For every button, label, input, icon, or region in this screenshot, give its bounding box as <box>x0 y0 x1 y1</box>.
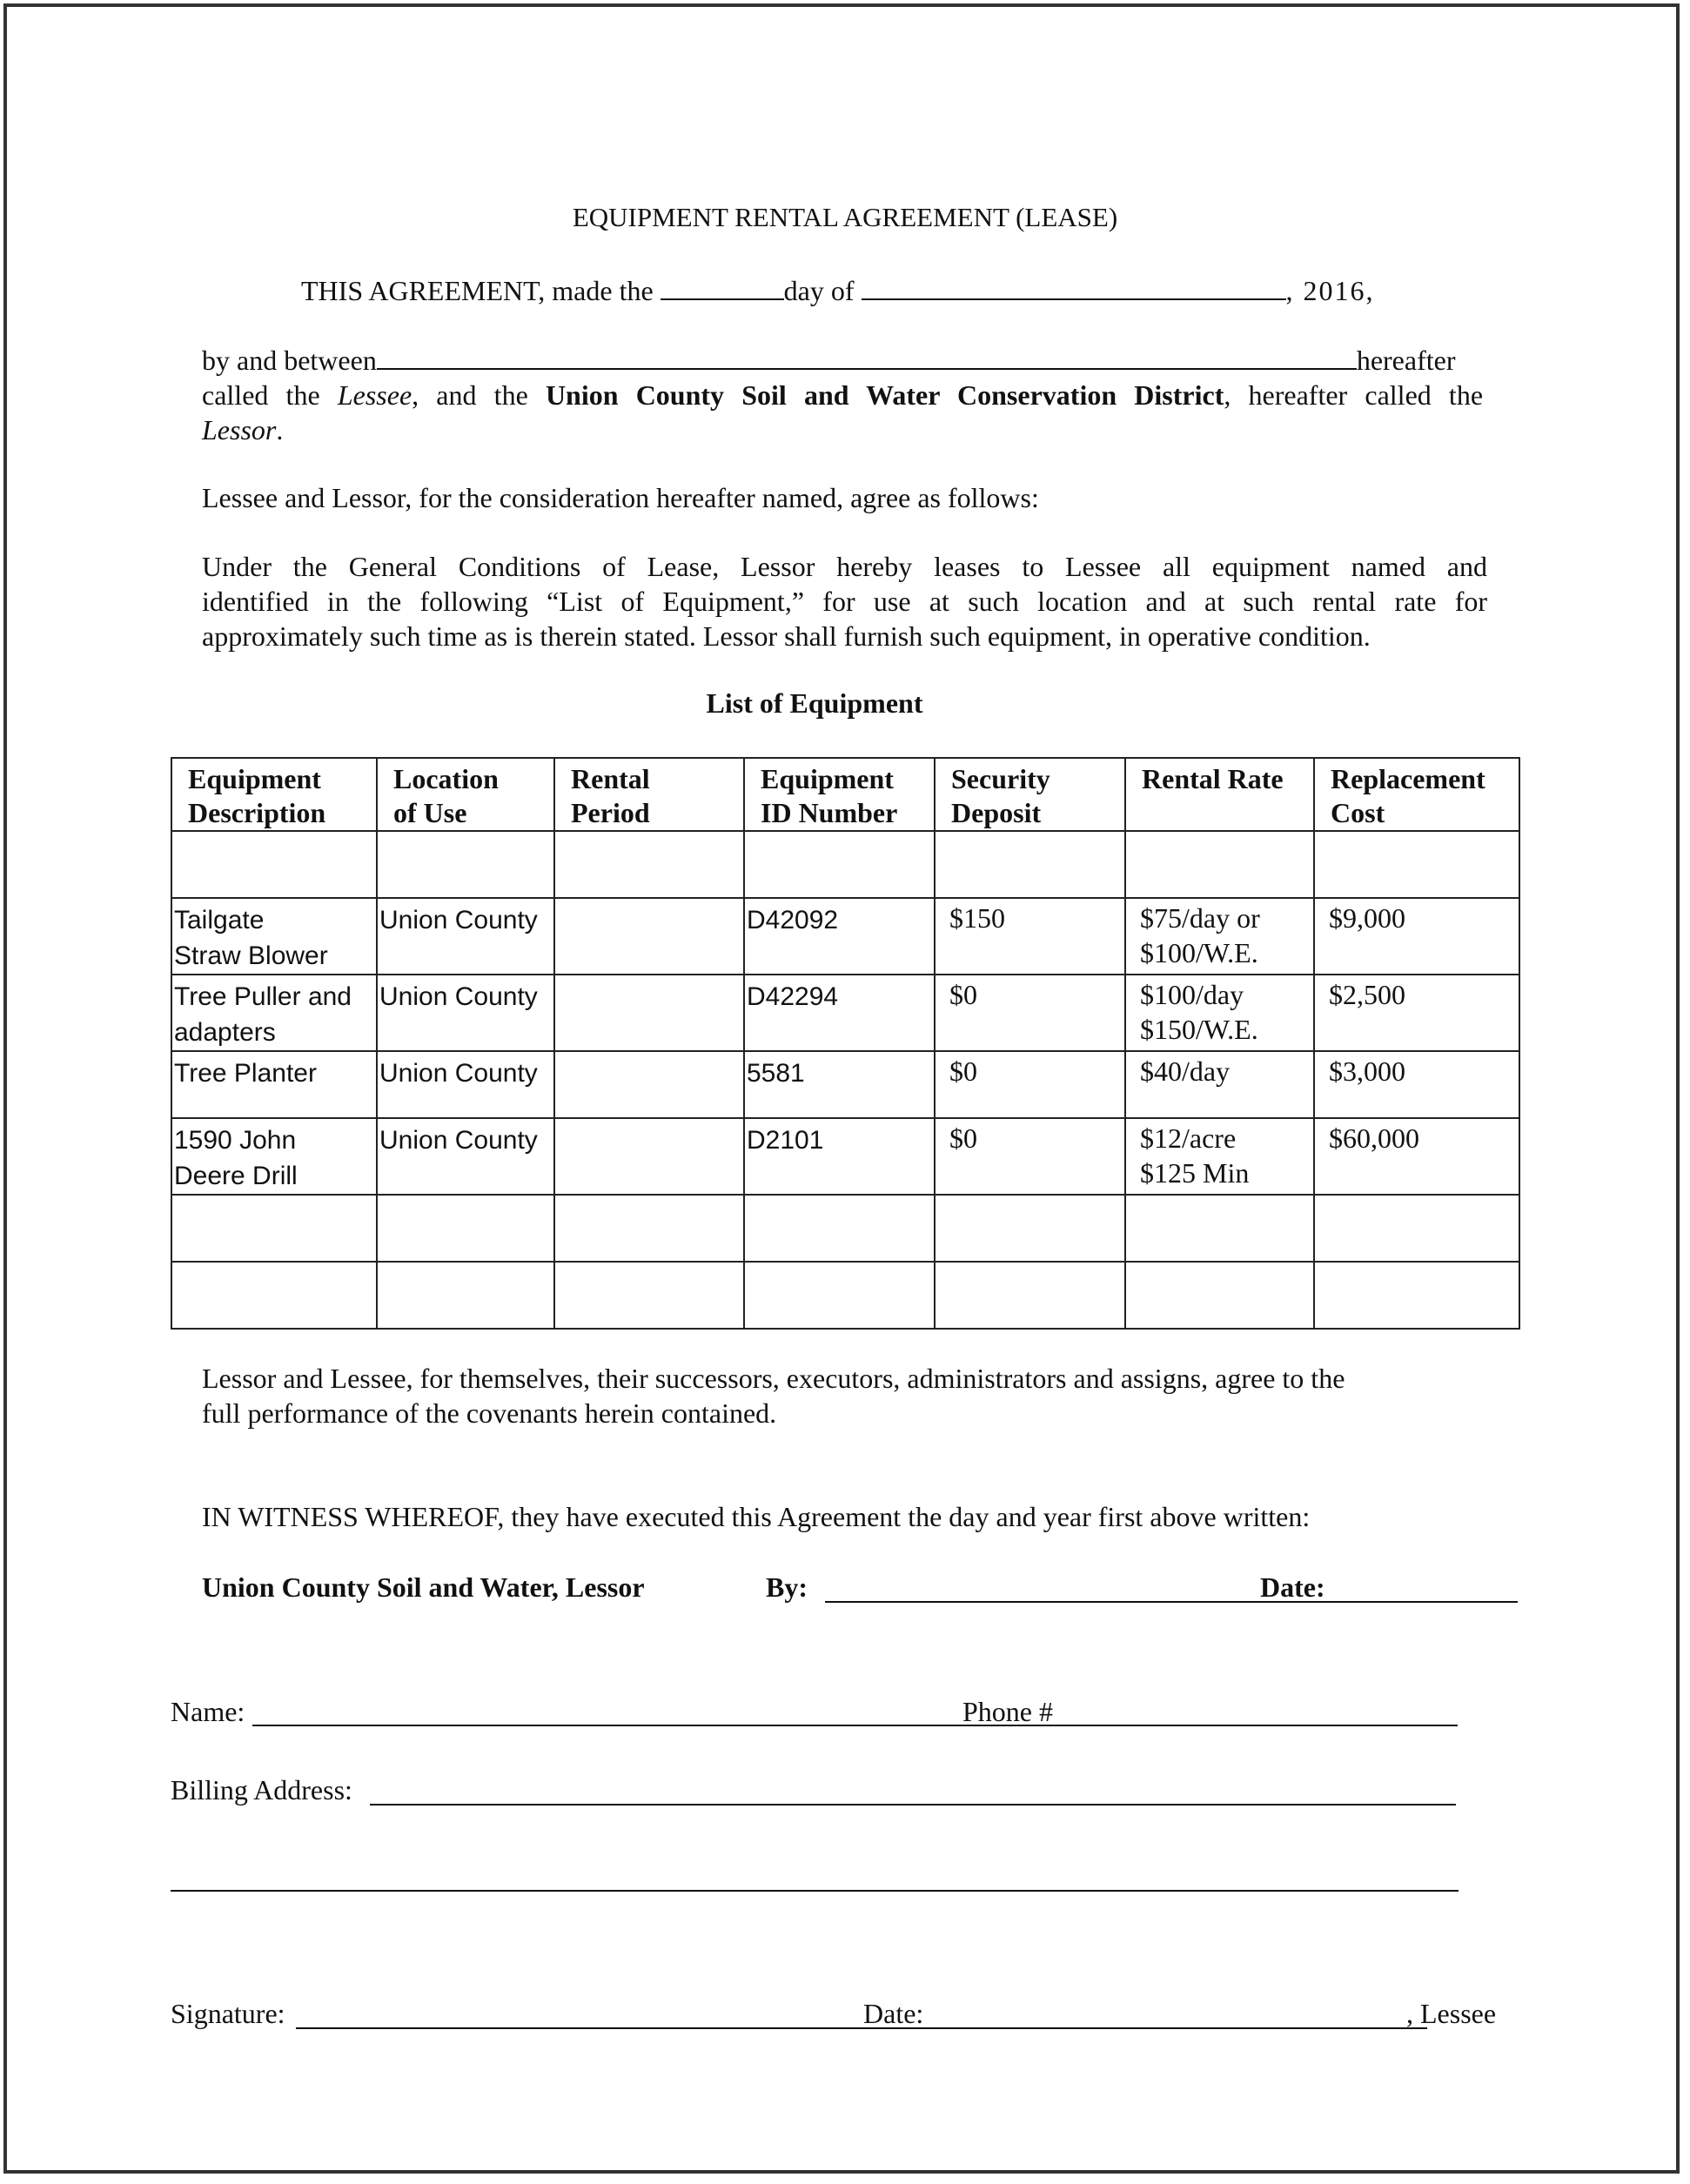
header-equipment-description: Equipment Description <box>171 758 377 831</box>
phone-label: Phone # <box>962 1696 1053 1727</box>
lessee-date-label: Date: <box>863 1998 924 2029</box>
cell-cost: $60,000 <box>1314 1118 1519 1195</box>
cell-id[interactable] <box>744 831 935 898</box>
cell-deposit: $0 <box>935 1118 1125 1195</box>
signature-label: Signature: <box>171 1998 285 2029</box>
lessee-word: Lessee <box>337 379 412 411</box>
cell-cost: $3,000 <box>1314 1051 1519 1118</box>
lessee-suffix: , Lessee <box>1406 1998 1497 2029</box>
header-replacement-cost: Replacement Cost <box>1314 758 1519 831</box>
cell-location: Union County <box>377 1118 554 1195</box>
agreement-day-blank[interactable] <box>661 272 784 300</box>
table-row <box>171 1195 1519 1262</box>
cell-period[interactable] <box>554 975 744 1051</box>
hereafter-called-text: , hereafter called the <box>1224 379 1484 411</box>
billing-address-field-line-2[interactable] <box>171 1890 1459 1892</box>
conditions-line: approximately such time as is therein stated. Lessor shall furnish such equipment, in operative condition. <box>202 620 1371 652</box>
cell-description[interactable] <box>171 831 377 898</box>
cell-cost: $2,500 <box>1314 975 1519 1051</box>
cell-location[interactable] <box>377 1195 554 1262</box>
cell-cost: $9,000 <box>1314 898 1519 975</box>
billing-address-field[interactable] <box>370 1804 1456 1805</box>
covenants-line: full performance of the covenants herein contained. <box>202 1397 777 1429</box>
cell-rate: $100/day $150/W.E. <box>1125 975 1314 1051</box>
cell-location[interactable] <box>377 1262 554 1329</box>
cell-rate[interactable] <box>1125 1195 1314 1262</box>
lessor-sign-label: Union County Soil and Water, Lessor <box>202 1571 645 1603</box>
cell-deposit[interactable] <box>935 831 1125 898</box>
witness-text: IN WITNESS WHEREOF, they have executed this Agreement the day and year first above written: <box>202 1501 1311 1532</box>
cell-location: Union County <box>377 975 554 1051</box>
cell-id: 5581 <box>744 1051 935 1118</box>
cell-cost[interactable] <box>1314 831 1519 898</box>
cell-period[interactable] <box>554 1118 744 1195</box>
header-security-deposit: Security Deposit <box>935 758 1125 831</box>
agreement-month-blank[interactable] <box>862 272 1286 300</box>
header-equipment-id: Equipment ID Number <box>744 758 935 831</box>
equipment-table <box>171 757 1520 1330</box>
table-row <box>171 975 1519 1051</box>
header-rental-period: Rental Period <box>554 758 744 831</box>
cell-rate: $12/acre $125 Min <box>1125 1118 1314 1195</box>
cell-period[interactable] <box>554 1195 744 1262</box>
cell-location: Union County <box>377 1051 554 1118</box>
list-of-equipment-title: List of Equipment <box>706 687 923 719</box>
table-header-row <box>171 758 1519 831</box>
consideration-text: Lessee and Lessor, for the consideration hereafter named, agree as follows: <box>202 482 1039 513</box>
agreement-prefix: THIS AGREEMENT, made the <box>301 275 661 306</box>
conditions-line: Under the General Conditions of Lease, Lessor hereby leases to Lessee all equipment named and <box>202 551 1487 582</box>
table-row <box>171 1051 1519 1118</box>
table-row <box>171 1262 1519 1329</box>
lessee-name-blank[interactable] <box>377 342 1357 370</box>
cell-description: Tailgate Straw Blower <box>171 898 377 975</box>
cell-rate[interactable] <box>1125 1262 1314 1329</box>
covenants-line: Lessor and Lessee, for themselves, their successors, executors, administrators and assigns, agree to the <box>202 1363 1345 1394</box>
hereafter-label: hereafter <box>1356 345 1456 376</box>
cell-id[interactable] <box>744 1262 935 1329</box>
cell-deposit[interactable] <box>935 1195 1125 1262</box>
agreement-day-label: day of <box>783 275 862 306</box>
cell-description[interactable] <box>171 1262 377 1329</box>
header-rental-rate: Rental Rate <box>1125 758 1314 831</box>
cell-id[interactable] <box>744 1195 935 1262</box>
billing-address-label: Billing Address: <box>171 1774 352 1805</box>
table-row <box>171 898 1519 975</box>
cell-rate: $75/day or $100/W.E. <box>1125 898 1314 975</box>
called-the-text: called the <box>202 379 338 411</box>
name-field[interactable] <box>252 1725 1458 1726</box>
and-the-text: , and the <box>412 379 546 411</box>
header-location-of-use: Location of Use <box>377 758 554 831</box>
cell-period[interactable] <box>554 1262 744 1329</box>
table-row <box>171 1118 1519 1195</box>
table-row <box>171 831 1519 898</box>
cell-id: D42294 <box>744 975 935 1051</box>
lessor-word: Lessor <box>202 414 277 446</box>
cell-rate: $40/day <box>1125 1051 1314 1118</box>
cell-period[interactable] <box>554 1051 744 1118</box>
conditions-line: identified in the following “List of Equipment,” for use at such location and at such rental rate for <box>202 586 1487 617</box>
name-label: Name: <box>171 1696 245 1727</box>
agreement-line <box>301 272 1375 308</box>
cell-id: D42092 <box>744 898 935 975</box>
lessee-signature-line[interactable] <box>296 2027 1427 2029</box>
cell-description: Tree Planter <box>171 1051 377 1118</box>
agreement-year: , 2016, <box>1285 275 1375 306</box>
lessor-by-label: By: <box>766 1571 808 1603</box>
cell-description[interactable] <box>171 1195 377 1262</box>
document-title: EQUIPMENT RENTAL AGREEMENT (LEASE) <box>572 202 1118 232</box>
cell-cost[interactable] <box>1314 1195 1519 1262</box>
cell-period[interactable] <box>554 898 744 975</box>
by-between-label: by and between <box>202 345 377 376</box>
lessor-signature-line[interactable] <box>825 1601 1518 1603</box>
cell-deposit: $0 <box>935 1051 1125 1118</box>
cell-description: Tree Puller and adapters <box>171 975 377 1051</box>
cell-deposit: $0 <box>935 975 1125 1051</box>
period-text: . <box>276 414 284 446</box>
lessor-date-label: Date: <box>1260 1571 1325 1603</box>
cell-deposit[interactable] <box>935 1262 1125 1329</box>
cell-rate[interactable] <box>1125 831 1314 898</box>
conditions-paragraph <box>202 549 1487 653</box>
cell-deposit: $150 <box>935 898 1125 975</box>
cell-cost[interactable] <box>1314 1262 1519 1329</box>
cell-period[interactable] <box>554 831 744 898</box>
parties-paragraph <box>202 342 1483 447</box>
lessor-organization: Union County Soil and Water Conservation District <box>545 379 1224 411</box>
cell-location[interactable] <box>377 831 554 898</box>
cell-id: D2101 <box>744 1118 935 1195</box>
cell-description: 1590 John Deere Drill <box>171 1118 377 1195</box>
cell-location: Union County <box>377 898 554 975</box>
